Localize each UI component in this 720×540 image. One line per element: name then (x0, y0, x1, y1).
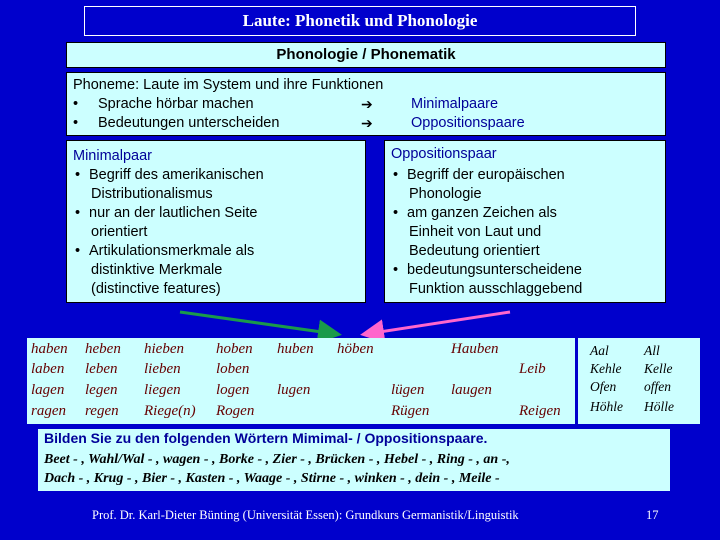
word: Reigen (519, 403, 561, 419)
word: laben (31, 361, 65, 377)
word: Leib (519, 361, 546, 377)
minimalpaar-heading: Minimalpaar (73, 148, 152, 164)
opp-bullet-1: • Begriff der europäischen (393, 167, 565, 183)
word: hoben (216, 341, 253, 357)
word: lügen (391, 382, 425, 398)
phoneme-line-text: Sprache hörbar machen (98, 96, 254, 112)
exercise-line-1: Beet - , Wahl/Wal - , wagen - , Borke - , Zier - , Brücken - , Hebel - , Ring - , an -, (44, 452, 510, 467)
slide-title: Laute: Phonetik und Phonologie (84, 6, 636, 36)
word: Kelle (644, 361, 673, 376)
footer-credit: Prof. Dr. Karl-Dieter Bünting (Universität Essen): Grundkurs Germanistik/Linguistik (92, 508, 519, 522)
minimalpaar-bullet-3: • Artikulationsmerkmale als (75, 243, 255, 259)
word: höben (337, 341, 374, 357)
opp-bullet-2-cont2: Bedeutung orientiert (409, 243, 540, 259)
pink-arrow (366, 312, 510, 334)
opp-bullet-2-cont: Einheit von Laut und (409, 224, 542, 240)
opp-bullet-1-cont: Phonologie (409, 186, 482, 202)
word: laugen (451, 382, 492, 398)
vowel-length-box (578, 338, 700, 424)
exercise-heading: Bilden Sie zu den folgenden Wörtern Mimimal- / Oppositionspaare. (44, 430, 488, 446)
word: Hauben (451, 341, 499, 357)
minimalpaar-bullet-3-cont2: (distinctive features) (91, 281, 221, 297)
opp-bullet-3: • bedeutungsunterscheidene (393, 262, 582, 278)
word: ragen (31, 403, 66, 419)
word: legen (85, 382, 118, 398)
right-arrow-icon: ➔ (361, 115, 373, 131)
phoneme-line-result: Minimalpaare (411, 96, 499, 112)
word: Rügen (391, 403, 430, 419)
word: Rogen (216, 403, 255, 419)
minimalpaar-bullet-1: • Begriff des amerikanischen (75, 167, 264, 183)
green-arrow (180, 312, 336, 334)
word: leben (85, 361, 118, 377)
word: haben (31, 341, 68, 357)
minimalpaar-bullet-3-cont: distinktive Merkmale (91, 262, 223, 278)
word: Kehle (590, 361, 622, 376)
word: lagen (31, 382, 65, 398)
word: regen (85, 403, 119, 419)
bullet: • (73, 115, 79, 131)
oppositionspaar-heading: Oppositionspaar (391, 146, 497, 162)
page-number: 17 (646, 508, 659, 522)
word-examples-box (27, 338, 575, 424)
word: All (644, 343, 660, 358)
word: lieben (144, 361, 181, 377)
word: heben (85, 341, 121, 357)
word: Ofen (590, 379, 617, 394)
phoneme-heading: Phoneme: Laute im System und ihre Funktionen (73, 77, 384, 93)
word: hieben (144, 341, 184, 357)
opp-bullet-2: • am ganzen Zeichen als (393, 205, 557, 221)
bullet: • (73, 96, 79, 112)
right-arrow-icon: ➔ (361, 96, 373, 112)
word: Riege(n) (144, 403, 196, 419)
exercise-box (38, 429, 670, 491)
phoneme-line-result: Oppositionspaare (411, 115, 525, 131)
word: Höhle (590, 399, 623, 414)
word: liegen (144, 382, 181, 398)
minimalpaar-bullet-1-cont: Distributionalismus (91, 186, 213, 202)
minimalpaar-bullet-2: • nur an der lautlichen Seite (75, 205, 258, 221)
phoneme-line-text: Bedeutungen unterscheiden (98, 115, 280, 131)
word: logen (216, 382, 250, 398)
section-subtitle: Phonologie / Phonematik (66, 42, 666, 68)
word: lugen (277, 382, 311, 398)
opp-bullet-3-cont: Funktion ausschlaggebend (409, 281, 583, 297)
exercise-line-2: Dach - , Krug - , Bier - , Kasten - , Waage - , Stirne - , winken - , dein - , Meile - (44, 471, 500, 486)
word: Hölle (644, 399, 674, 414)
minimalpaar-bullet-2-cont: orientiert (91, 224, 148, 240)
word: Aal (590, 343, 609, 358)
word: offen (644, 379, 671, 394)
word: loben (216, 361, 250, 377)
word: huben (277, 341, 314, 357)
